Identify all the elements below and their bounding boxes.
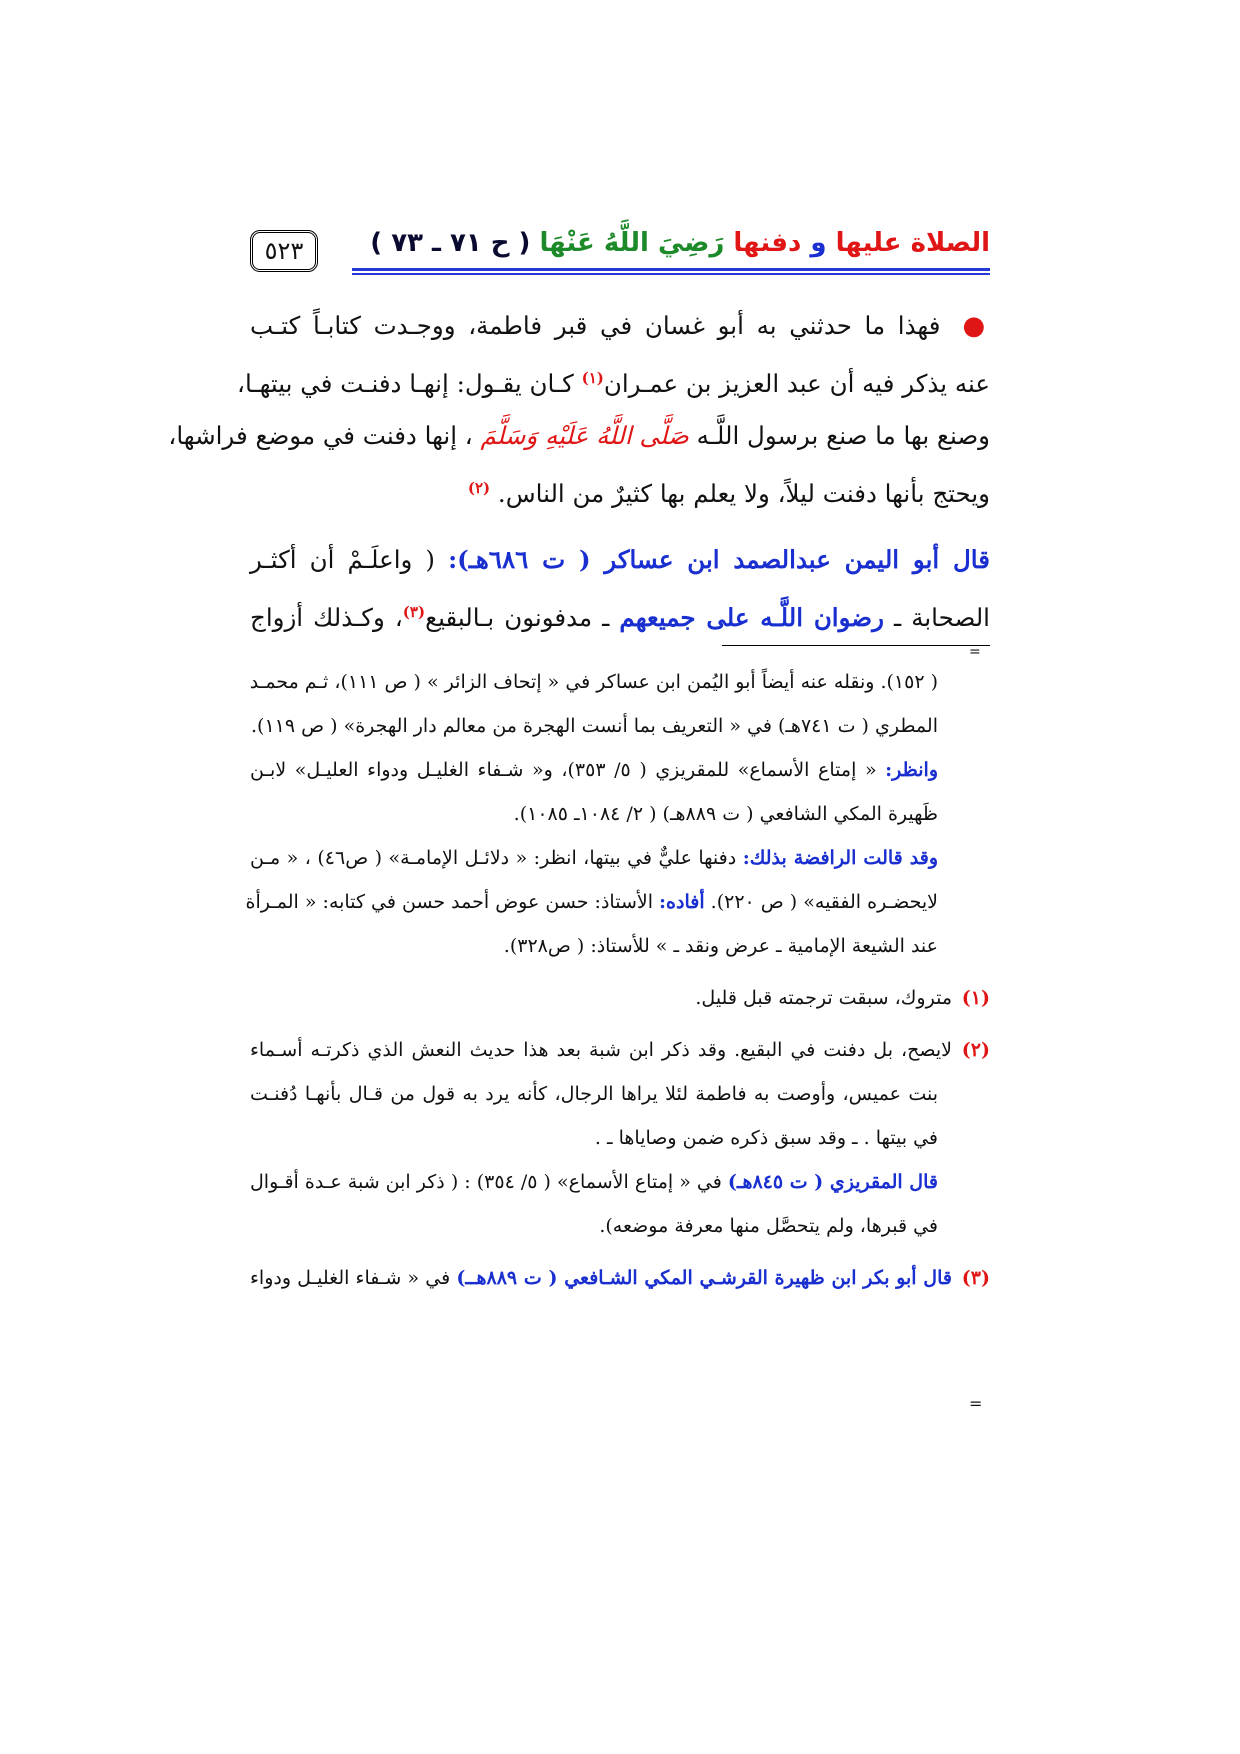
bullet-icon: ● bbox=[962, 311, 991, 341]
main-text bbox=[168, 300, 991, 644]
title-part-burial: دفنها bbox=[733, 228, 802, 258]
footnote-number: (٣) bbox=[961, 1267, 990, 1289]
text-line: الصحابة ـ رضوان اللَّـه على جميعهم ـ مدفونون بـالبقيع$^{(٣)}$، وكـذلك أزواج bbox=[250, 603, 990, 633]
text-line: قال أبو اليمن عبدالصمد ابن عساكر ( ت ٦٨٦هـ): ( واعلَـمْ أن أكثـر bbox=[250, 545, 990, 575]
footnote-line: عند الشيعة الإمامية ـ عرض ونقد ـ » للأستاذ: ( ص٣٢٨). bbox=[503, 935, 938, 957]
footnote-line: في بيتها . ـ وقد سبق ذكره ضمن وصاياها ـ . bbox=[594, 1127, 938, 1149]
salawat-glyph: صَلَّى اللَّهُ عَلَيْهِ وَسَلَّمَ bbox=[480, 421, 689, 451]
blessing-phrase: رضوان اللَّـه على جميعهم bbox=[619, 603, 884, 633]
title-hadith-ref: ( ح ٧١ ـ ٧٣ ) bbox=[370, 228, 531, 258]
footnote-1: (١)متروك، سبقت ترجمته قبل قليل. bbox=[250, 976, 990, 1020]
text-line: عنه يذكر فيه أن عبد العزيز بن عمـران$^{(١)}$ كـان يقـول: إنهـا دفنـت في بيتهـا، bbox=[237, 369, 990, 399]
footnote-line: وقد قالت الرافضة بذلك: دفنها عليٌّ في بيتها، انظر: « دلائـل الإمامـة» ( ص٤٦) ، « مـن bbox=[250, 847, 939, 869]
footnote-ref-2[interactable]: (٢) bbox=[467, 479, 491, 498]
header-rule bbox=[352, 268, 990, 271]
title-honorific: رَضِيَ اللَّهُ عَنْهَا bbox=[539, 228, 725, 258]
footnote-line: ( ١٥٢). ونقله عنه أيضاً أبو اليُمن ابن عساكر في « إتحاف الزائر » ( ص ١١١)، ثـم محمـد bbox=[249, 671, 938, 693]
footnote-line: وانظر: « إمتاع الأسماع» للمقريزي ( ٥/ ٣٥٣)، و« شـفاء الغليـل ودواء العليـل» لابـن bbox=[250, 759, 938, 781]
footnote-line: بنت عميس، وأوصت به فاطمة لئلا يراها الرجال، كأنه يرد به قول من قـال بأنهـا دُفنـت bbox=[250, 1083, 938, 1105]
footnote-ref-3[interactable]: (٣) bbox=[402, 603, 426, 622]
title-part-prayer: الصلاة عليها bbox=[835, 228, 990, 258]
header-rule-thin bbox=[352, 273, 990, 275]
footnote-number: (١) bbox=[961, 987, 990, 1009]
footnote-line: لايحضـره الفقيه» ( ص ٢٢٠). أفاده: الأستاذ: حسن عوض أحمد حسن في كتابه: « المـرأة bbox=[245, 891, 938, 913]
chapter-title bbox=[370, 228, 990, 258]
quote-attribution: قال أبو اليمن عبدالصمد ابن عساكر ( ت ٦٨٦هـ): bbox=[448, 545, 990, 575]
text-line: وصنع بها ما صنع برسول اللَّـه صَلَّى اللَّهُ عَلَيْهِ وَسَلَّمَ ، إنها دفنت في موضع فراشها، bbox=[168, 421, 990, 451]
footnote-2: (٢)لايصح، بل دفنت في البقيع. وقد ذكر ابن شبة بعد هذا حديث النعش الذي ذكرتـه أسـماء bbox=[250, 1028, 990, 1072]
footnote-ref-1[interactable]: (١) bbox=[581, 369, 604, 387]
text-line: ●فهذا ما حدثني به أبو غسان في قبر فاطمة، ووجـدت كتابـاً كتـب bbox=[250, 311, 991, 341]
footnote-line: قال المقريزي ( ت ٨٤٥هـ) في « إمتاع الأسماع» ( ٥/ ٣٥٤) : ( ذكر ابن شبة عـدة أقـوال bbox=[250, 1171, 938, 1193]
footnote-number: (٢) bbox=[961, 1039, 990, 1061]
text-line: ويحتج بأنها دفنت ليلاً، ولا يعلم بها كثيرٌ من الناس. $^{(٢)}$ bbox=[467, 479, 990, 509]
footnote-line: ظَهيرة المكي الشافعي ( ت ٨٨٩هـ) ( ٢/ ١٠٨٤ـ ١٠٨٥). bbox=[513, 803, 938, 825]
page-number: ٥٢٣ bbox=[250, 230, 318, 272]
footnote-separator bbox=[722, 645, 990, 646]
title-part-and: و bbox=[810, 228, 827, 258]
continuation-mark-end: = bbox=[969, 1394, 983, 1413]
continuation-mark: = bbox=[969, 644, 981, 660]
footnote-line: المطري ( ت ٧٤١هـ) في « التعريف بما أنست الهجرة من معالم دار الهجرة» ( ص ١١٩). bbox=[250, 715, 938, 737]
footnote-line: في قبرها، ولم يتحصَّل منها معرفة موضعه). bbox=[599, 1215, 938, 1237]
footnote-3: (٣)قال أبو بكر ابن ظهيرة القرشـي المكي الشـافعي ( ت ٨٨٩هــ) في « شـفاء الغليـل ودواء bbox=[250, 1256, 990, 1300]
footnotes bbox=[245, 660, 990, 1300]
